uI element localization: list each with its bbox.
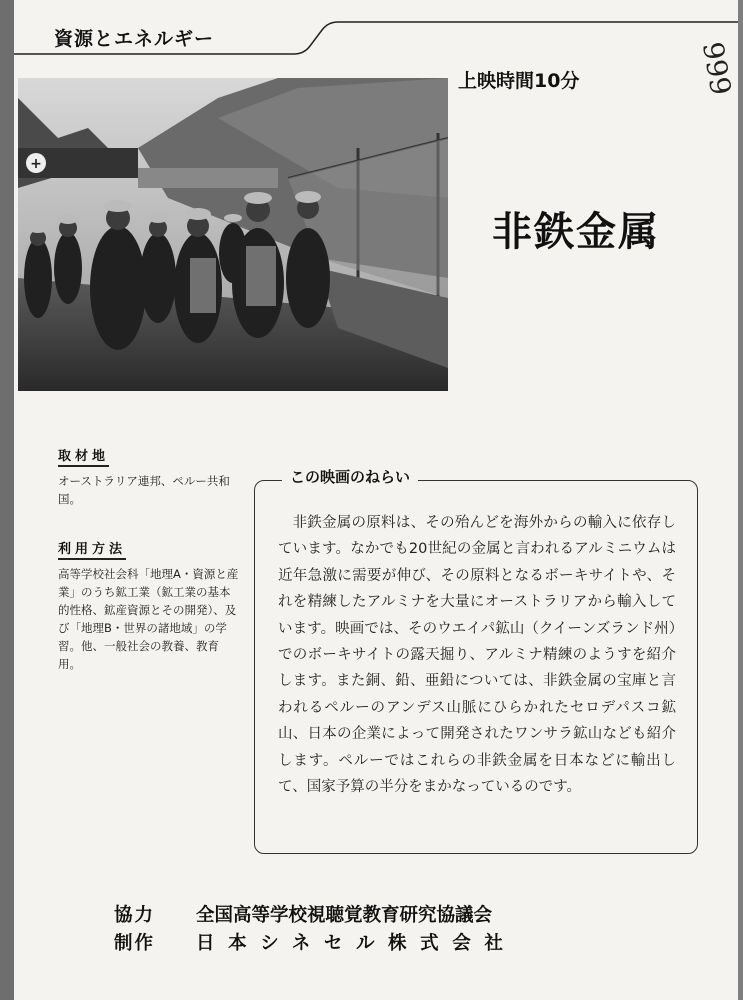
film-title: 非鉄金属 xyxy=(492,209,660,255)
aim-heading: この映画のねらい xyxy=(282,466,418,487)
mine-workers-photo xyxy=(18,78,448,391)
usage-heading: 利用方法 xyxy=(58,538,126,560)
production-credit xyxy=(114,929,516,955)
runtime-label: 上映時間10分 xyxy=(458,70,580,92)
handwritten-number: 999 xyxy=(695,39,738,98)
production-label: 制作 xyxy=(114,933,156,954)
category-tab xyxy=(14,20,314,56)
location-heading: 取材地 xyxy=(58,445,109,467)
production-value: 日本シネセル株式会社 xyxy=(196,933,517,954)
usage-text: 高等学校社会科「地理A・資源と産業」のうち鉱工業（鉱工業の基本的性格、鉱産資源とその開発）、及び「地理B・世界の諸地域」の学習。他、一般社会の教養、教育用。 xyxy=(58,567,239,671)
location-text: オーストラリア連邦、ペルー共和国。 xyxy=(58,474,230,506)
cooperation-label: 協力 xyxy=(114,905,156,926)
cooperation-value: 全国高等学校視聴覚教育研究協議会 xyxy=(196,905,493,926)
binding-edge xyxy=(0,0,14,1000)
aim-body-text: 非鉄金属の原料は、その殆んどを海外からの輸入に依存しています。なかでも20世紀の金属と言われるアルミニウムは近年急激に需要が伸び、その原料となるボーキサイトや、それを精練したアルミナを大量にオーストラリアから輸入しています。映画では、そのウエイパ鉱山（クイーンズランド州）でのボーキサイトの露天掘り、アルミナ精練のようすを紹介します。また銅、鉛、亜鉛については、非鉄金属の宝庫と言われるペルーのアンデス山脈にひらかれたセロデパスコ鉱山、日本の企業によって開発されたワンサラ鉱山なども紹介します。ペルーではこれらの非鉄金属を日本などに輸出して、国家予算の半分をまかなっているのです。 xyxy=(278,515,676,796)
cooperation-credit xyxy=(114,901,492,927)
first-aid-sign: + xyxy=(30,156,42,172)
category-label: 資源とエネルギー xyxy=(54,28,215,50)
